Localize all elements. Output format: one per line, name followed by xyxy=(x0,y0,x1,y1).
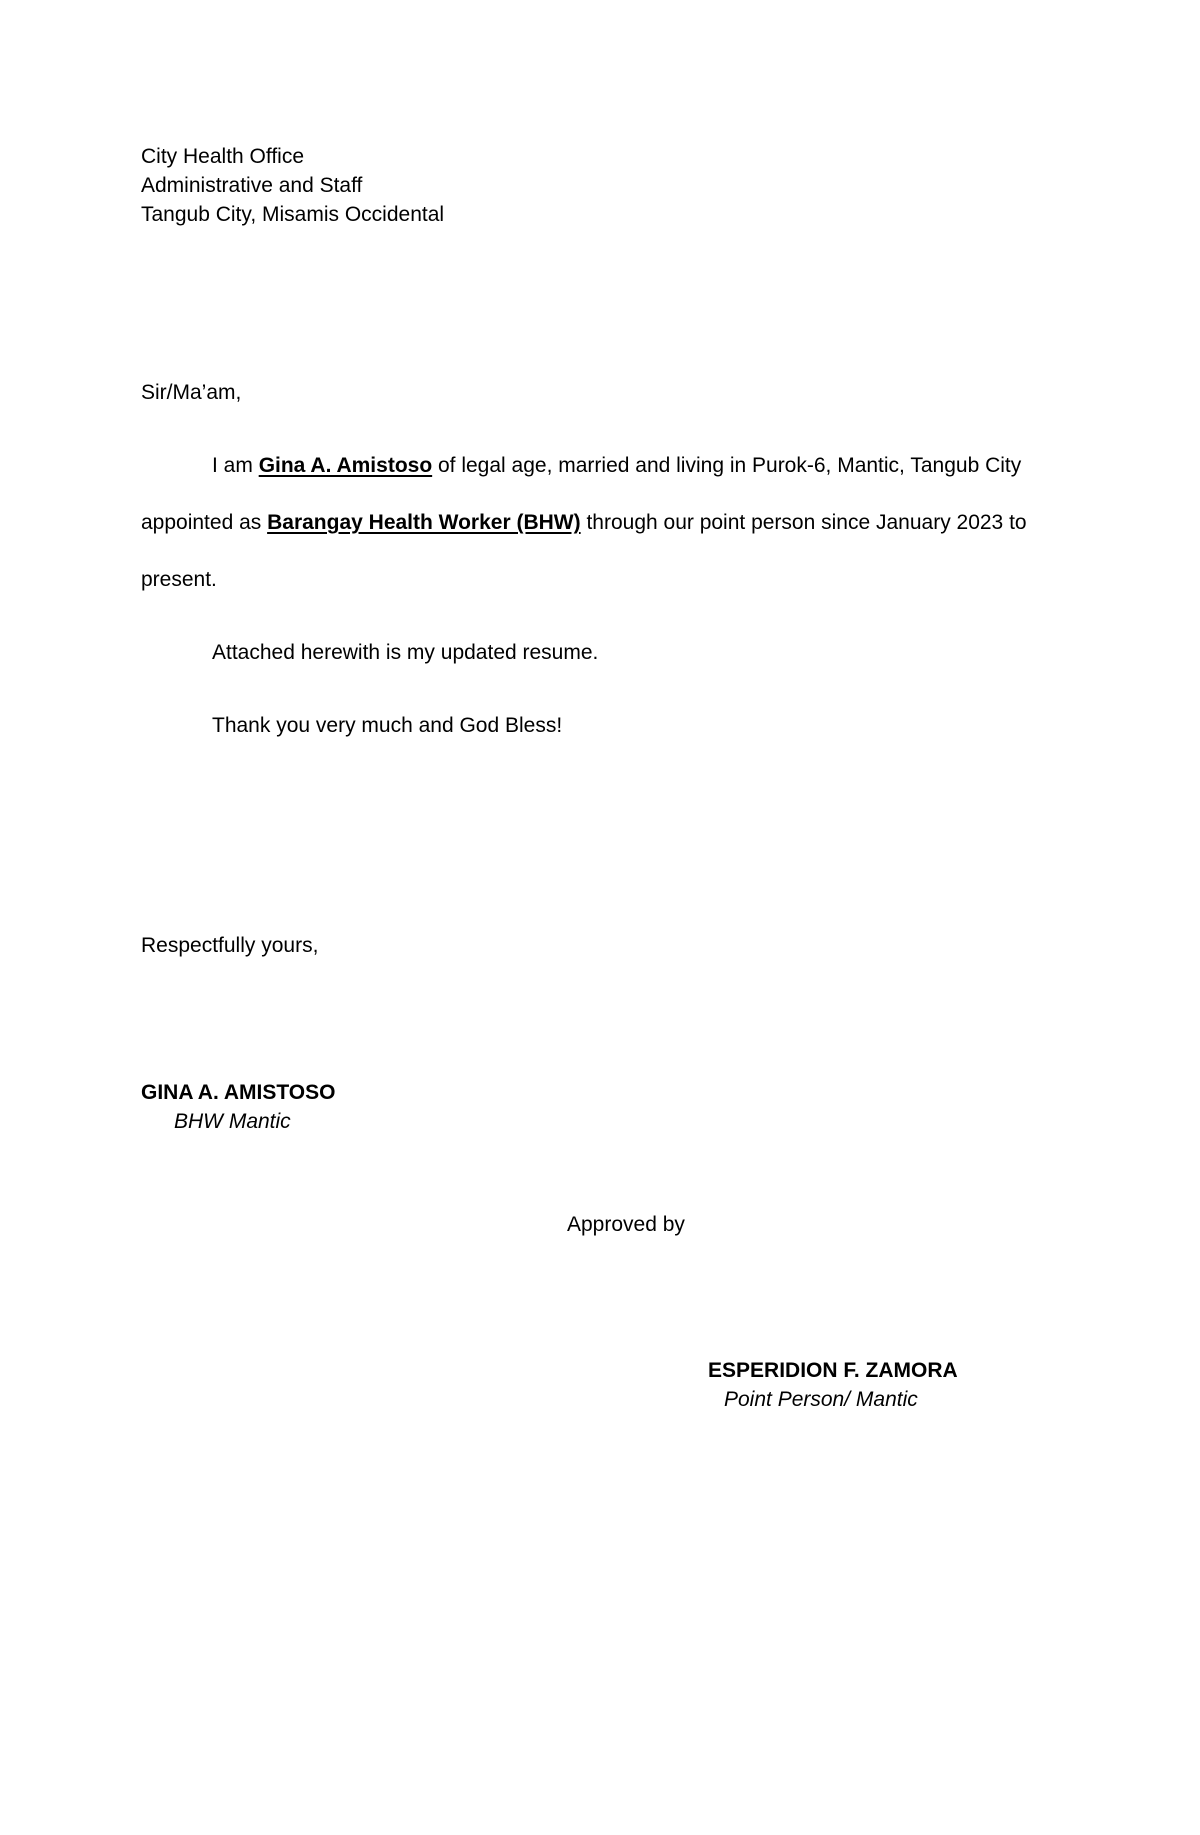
signatory-name: GINA A. AMISTOSO xyxy=(141,1081,336,1104)
paragraph-1-line-2 xyxy=(141,508,1027,537)
applicant-name-highlight: Gina A. Amistoso xyxy=(258,454,433,477)
paragraph-1-after-name: of legal age, married and living in Purok-6, Mantic, Tangub City xyxy=(432,454,1022,477)
body-paragraph-2: Attached herewith is my updated resume. xyxy=(212,641,599,664)
approved-by-label: Approved by xyxy=(567,1213,685,1236)
salutation: Sir/Ma’am, xyxy=(141,381,242,404)
paragraph-1-lead: I am xyxy=(212,454,259,477)
position-highlight: Barangay Health Worker (BHW) xyxy=(267,511,581,534)
recipient-line-1: City Health Office xyxy=(141,145,305,168)
paragraph-1-line-2-tail: through our point person since January 2023 to xyxy=(580,511,1027,534)
recipient-line-3: Tangub City, Misamis Occidental xyxy=(141,203,445,226)
signatory-title: BHW Mantic xyxy=(174,1110,291,1133)
approver-name: ESPERIDION F. ZAMORA xyxy=(708,1359,958,1382)
approver-title: Point Person/ Mantic xyxy=(724,1388,918,1411)
paragraph-1-line-3: present. xyxy=(141,568,217,591)
closing: Respectfully yours, xyxy=(141,934,319,957)
paragraph-1-line-1 xyxy=(212,451,1021,480)
body-paragraph-3: Thank you very much and God Bless! xyxy=(212,714,563,737)
recipient-line-2: Administrative and Staff xyxy=(141,174,363,197)
recipient-address xyxy=(141,142,444,229)
paragraph-1-line-2-lead: appointed as xyxy=(141,511,268,534)
